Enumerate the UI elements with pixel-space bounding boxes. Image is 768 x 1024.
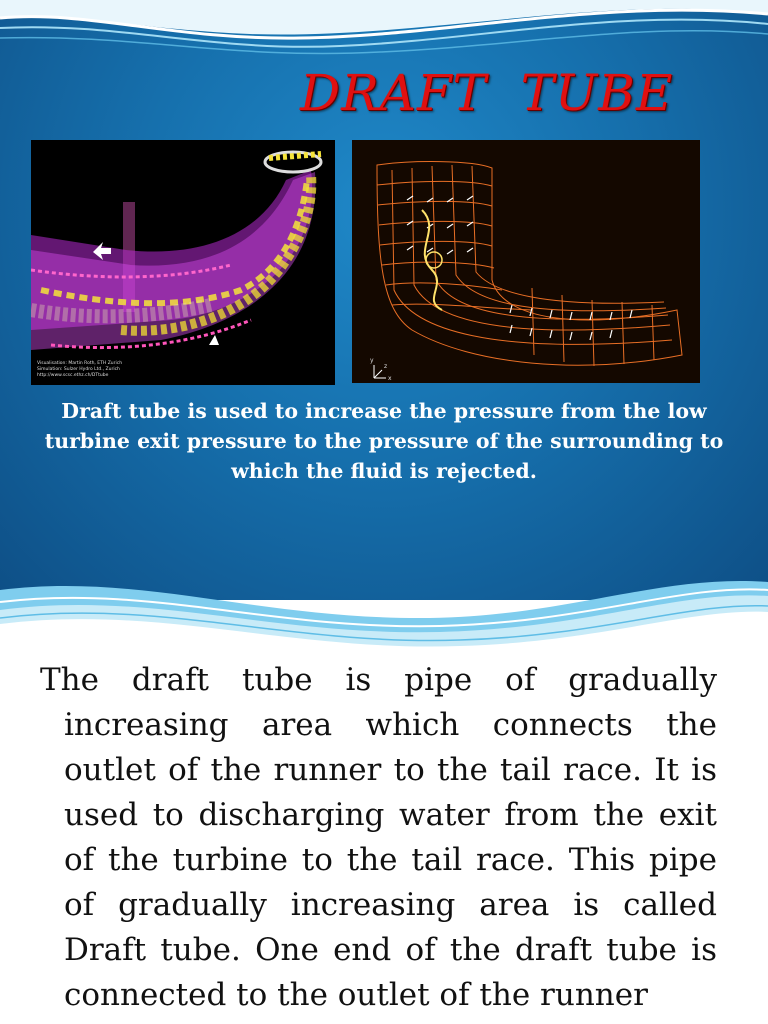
body-text-block [40,658,717,1018]
cfd-flow-illustration [31,140,335,385]
credit-line: Visualisation: Martin Roth, ETH Zurich [37,361,123,366]
slide-title: DRAFT TUBE [300,64,674,122]
slide-footer-waves [0,560,768,670]
axis-label-y: y [370,357,374,364]
image-credit [37,361,122,379]
axis-label-x: x [388,375,392,382]
credit-line: http://www.scsc.ethz.ch/DTtube [37,373,109,378]
slide-caption: Draft tube is used to increase the pressure from the low turbine exit pressure to the pressure of the surrounding to which the fluid is rejected. [44,399,724,483]
credit-line: Simulation: Sulzer Hydro Ltd., Zurich [37,367,120,372]
wireframe-draft-tube-image [352,140,700,383]
body-paragraph: The draft tube is pipe of gradually increasing area which connects the outlet of the runner to the tail race. It is used to discharging water from the exit of the turbine to the tail race. This pipe of gradually increasing area is called Draft tube. One end of the draft tube is connected to the outlet of the runner [40,662,717,1013]
cfd-visualization-image [31,140,335,385]
axis-label-z: z [384,363,388,370]
wireframe-illustration [352,140,700,383]
